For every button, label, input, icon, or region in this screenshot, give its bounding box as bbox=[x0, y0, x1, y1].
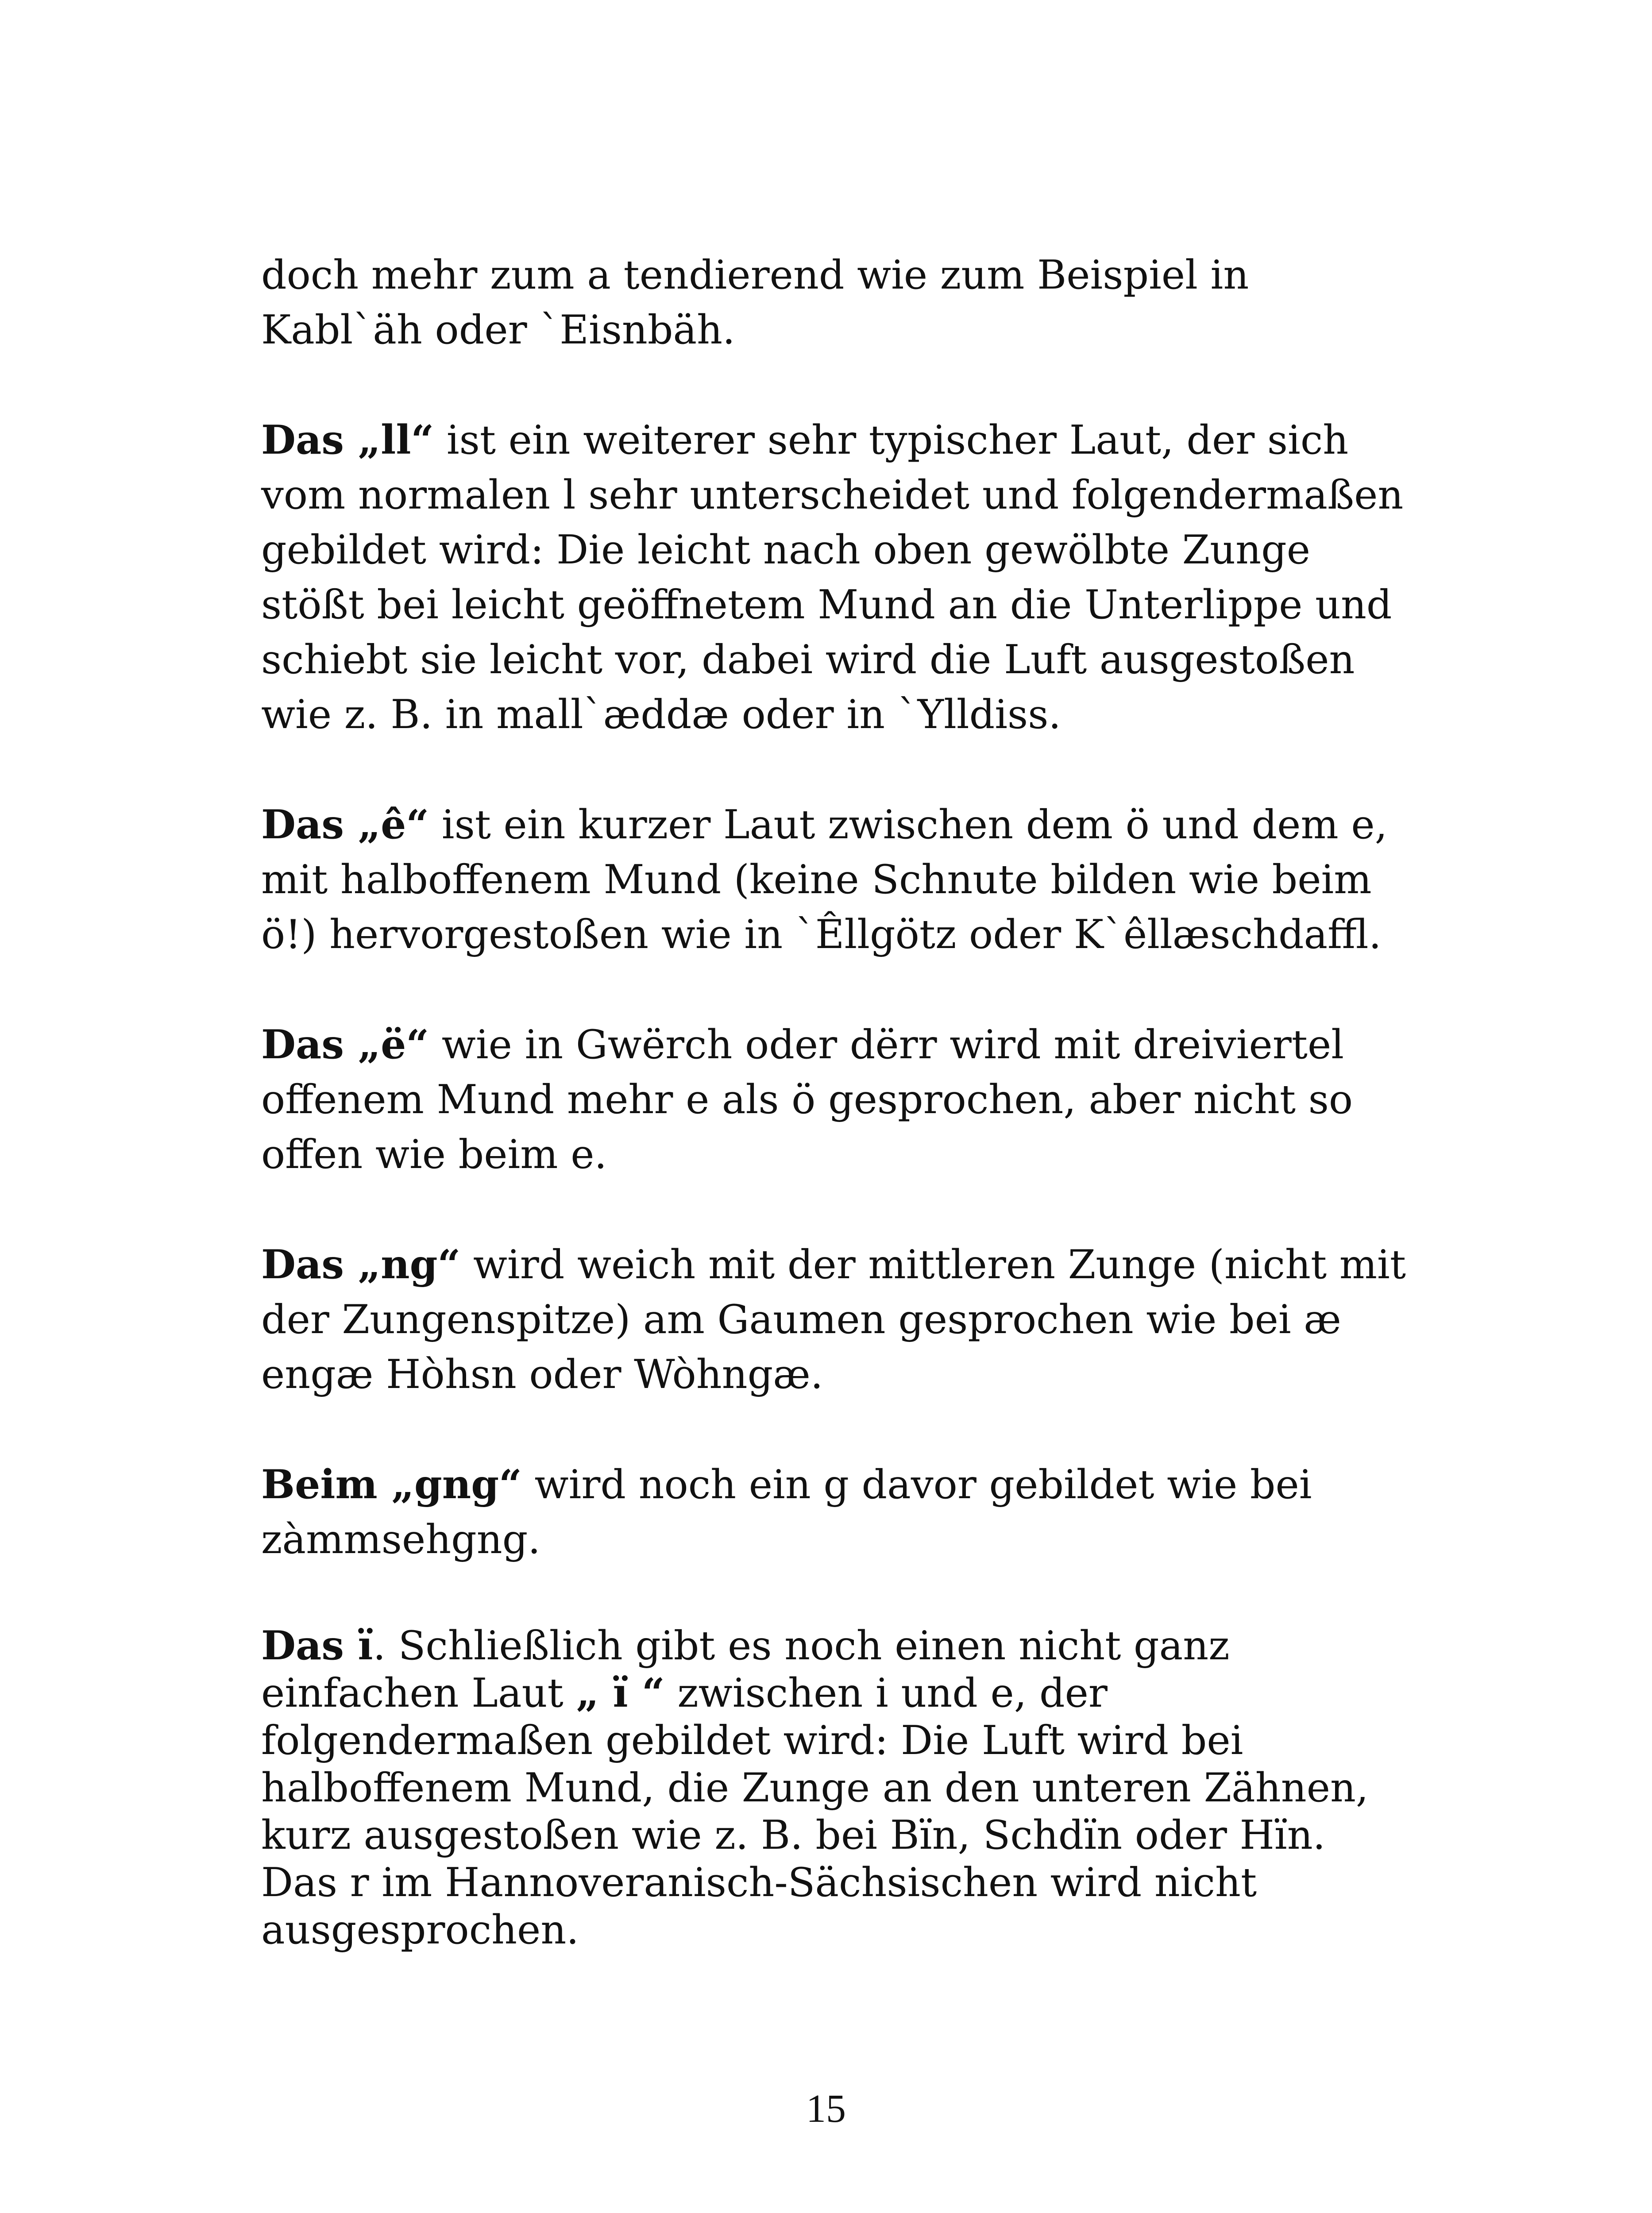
paragraph-lead: Das ï bbox=[261, 1622, 373, 1669]
inline-bold-term: „ ï “ bbox=[576, 1669, 665, 1716]
paragraph-text: wird weich mit der mittleren Zunge (nicht mit der Zungenspitze) am Gaumen gesprochen wie bei æ engæ Hòhsn oder Wòhngæ. bbox=[261, 1241, 1406, 1398]
paragraph-lead: Das „ë“ bbox=[261, 1021, 429, 1068]
page-body bbox=[261, 248, 1412, 1954]
paragraph-gng bbox=[261, 1457, 1412, 1567]
paragraph-text: doch mehr zum a tendierend wie zum Beispiel in Kabl`äh oder `Eisnbäh. bbox=[261, 252, 1249, 353]
paragraph-text-continued: zwischen i und e, der folgendermaßen gebildet wird: Die Luft wird bei halboffenem Mund, die Zunge an den unteren Zähnen, kurz ausgestoßen wie z. B. bei Bïn, Schdïn oder Hïn. Das r im Hannoveranisch-Sächsischen wird nicht ausgesprochen. bbox=[261, 1670, 1369, 1953]
paragraph-ng bbox=[261, 1237, 1412, 1402]
paragraph-i-diaeresis bbox=[261, 1622, 1412, 1954]
paragraph-continuation bbox=[261, 248, 1412, 358]
paragraph-text: ist ein weiterer sehr typischer Laut, der sich vom normalen l sehr unterscheidet und folgendermaßen gebildet wird: Die leicht nach oben gewölbte Zunge stößt bei leicht geöffnetem Mund an die Unterlippe und schiebt sie leicht vor, dabei wird die Luft ausgestoßen wie z. B. in mall`æddæ oder in `Ylldiss. bbox=[261, 417, 1404, 738]
paragraph-text: wird noch ein g davor gebildet wie bei zàmmsehgng. bbox=[261, 1461, 1312, 1563]
paragraph-text: ist ein kurzer Laut zwischen dem ö und dem e, mit halboffenem Mund (keine Schnute bilden wie beim ö!) hervorgestoßen wie in `Êllgötz oder K`êllæschdaffl. bbox=[261, 802, 1388, 958]
paragraph-lead: Das „ng“ bbox=[261, 1241, 461, 1288]
paragraph-text: . Schließlich gibt es noch einen nicht ganz einfachen Laut bbox=[261, 1623, 1230, 1716]
page-number: 15 bbox=[806, 2087, 846, 2131]
paragraph-lead: Das „ll“ bbox=[261, 416, 434, 463]
paragraph-e-circumflex bbox=[261, 797, 1412, 962]
paragraph-lead: Beim „gng“ bbox=[261, 1461, 522, 1508]
paragraph-ll bbox=[261, 413, 1412, 742]
paragraph-lead: Das „ê“ bbox=[261, 801, 429, 848]
paragraph-text: wie in Gwërch oder dërr wird mit dreiviertel offenem Mund mehr e als ö gesprochen, aber nicht so offen wie beim e. bbox=[261, 1022, 1353, 1178]
paragraph-e-diaeresis bbox=[261, 1017, 1412, 1182]
